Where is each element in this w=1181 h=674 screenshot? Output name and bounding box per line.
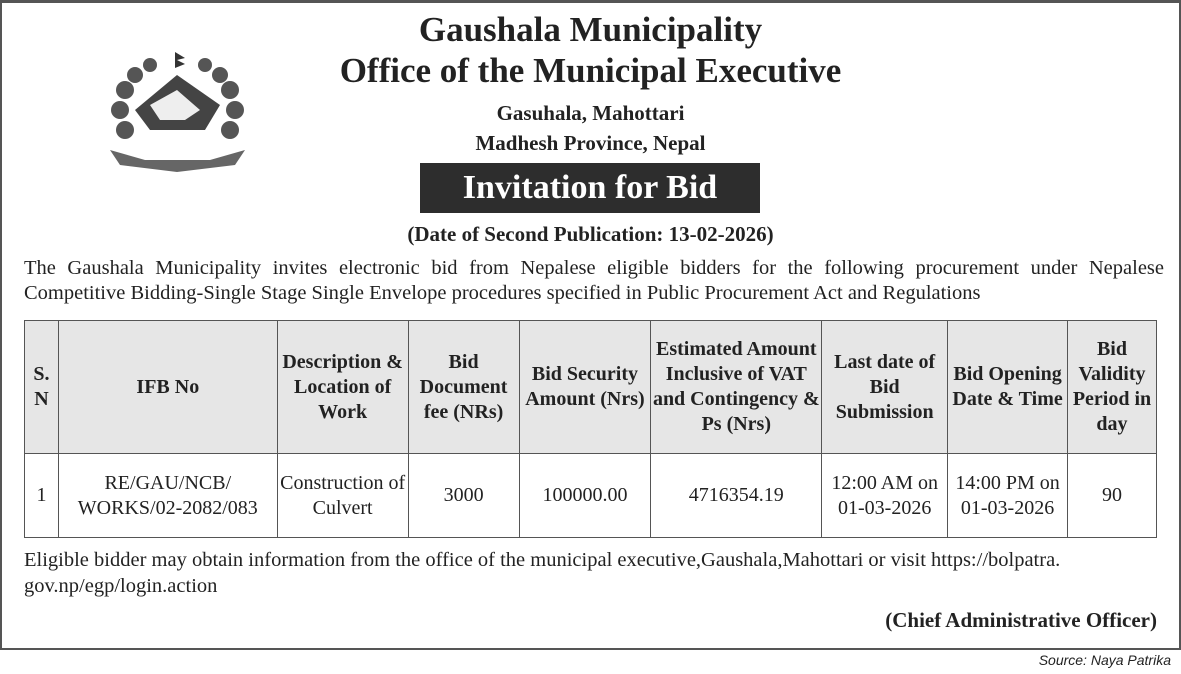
col-estimated-amount: Estimated Amount Inclusive of VAT and Contingency & Ps (Nrs) (651, 321, 822, 454)
col-last-date: Last date of Bid Submission (822, 321, 948, 454)
publication-date: (Date of Second Publication: 13-02-2026) (407, 222, 774, 246)
cell-ifb-no: RE/GAU/NCB/ WORKS/02-2082/083 (58, 454, 277, 538)
bid-table (24, 320, 1157, 538)
col-validity: Bid Validity Period in day (1067, 321, 1156, 454)
municipality-name: Gaushala Municipality (418, 10, 763, 49)
col-description: Description & Location of Work (277, 321, 408, 454)
intro-paragraph: The Gaushala Municipality invites electronic bid from Nepalese eligible bidders for the following procurement under Nepalese Competitive Bidding-Single Stage Single Envelope procedures specified in Public Procurement Act and Regulations (24, 257, 1164, 304)
cell-opening-date: 14:00 PM on 01-03-2026 (948, 454, 1068, 538)
signatory: (Chief Administrative Officer) (885, 608, 1157, 632)
footer-note: Eligible bidder may obtain information from the office of the municipal executive,Gaushala,Mahottari or visit https://bolpatra. gov.np/egp/login.action (24, 549, 1061, 597)
cell-bid-security: 100000.00 (519, 454, 651, 538)
office-name: Office of the Municipal Executive (339, 51, 842, 90)
source-credit: Source: Naya Patrika (1038, 652, 1171, 668)
table-header-row (25, 321, 1157, 454)
cell-last-date: 12:00 AM on 01-03-2026 (822, 454, 948, 538)
col-opening-date: Bid Opening Date & Time (948, 321, 1068, 454)
cell-doc-fee: 3000 (408, 454, 519, 538)
cell-description: Construction of Culvert (277, 454, 408, 538)
notice-title: Invitation for Bid (420, 163, 760, 213)
col-sn: S. N (25, 321, 59, 454)
address-line-1: Gasuhala, Mahottari (496, 101, 685, 125)
table-row (25, 454, 1157, 538)
cell-sn: 1 (25, 454, 59, 538)
cell-validity: 90 (1067, 454, 1156, 538)
col-ifb-no: IFB No (58, 321, 277, 454)
address-line-2: Madhesh Province, Nepal (475, 131, 706, 155)
cell-estimated-amount: 4716354.19 (651, 454, 822, 538)
col-bid-security: Bid Security Amount (Nrs) (519, 321, 651, 454)
col-doc-fee: Bid Document fee (NRs) (408, 321, 519, 454)
